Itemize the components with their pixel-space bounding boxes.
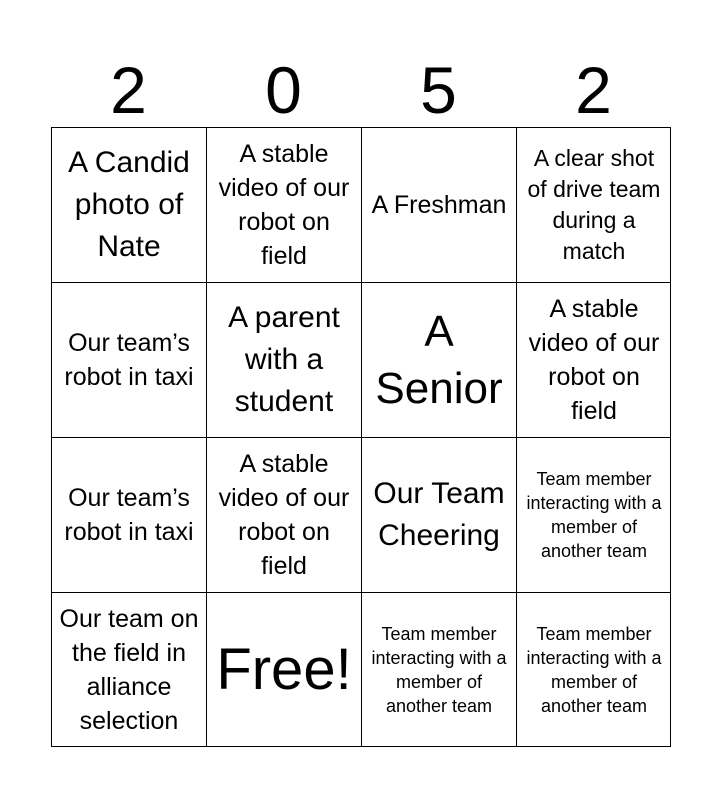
bingo-cell[interactable] [51,437,206,592]
bingo-cell[interactable] [516,127,671,282]
bingo-cell[interactable] [516,282,671,437]
cell-text: Free! [216,637,352,702]
bingo-cell[interactable] [516,592,671,747]
cell-text: A stable video of our robot on field [218,140,350,270]
cell-text: A Candid photo of Nate [68,146,190,263]
bingo-cell[interactable] [516,437,671,592]
bingo-board [51,127,671,747]
bingo-cell[interactable] [361,437,516,592]
header-letter-3: 5 [420,53,457,127]
cell-text: Our Team Cheering [373,477,505,552]
bingo-cell[interactable] [51,592,206,747]
cell-text: Our team on the field in alliance selection [59,605,199,735]
cell-text: A parent with a student [228,301,340,418]
bingo-cell[interactable] [206,282,361,437]
bingo-cell[interactable] [206,437,361,592]
bingo-cell[interactable] [361,282,516,437]
cell-text: Our team’s robot in taxi [64,484,194,546]
cell-text: A stable video of our robot on field [528,295,660,425]
cell-text: Our team’s robot in taxi [64,329,194,391]
header-letter-2: 0 [265,53,302,127]
header-letter-1: 2 [110,53,147,127]
bingo-cell[interactable] [206,127,361,282]
cell-text: A Senior [375,307,503,413]
cell-text: Team member interacting with a member of another team [526,469,662,561]
bingo-header [51,52,671,128]
bingo-cell[interactable] [361,592,516,747]
cell-text: Team member interacting with a member of another team [526,624,662,716]
bingo-cell-free[interactable] [206,592,361,747]
bingo-cell[interactable] [361,127,516,282]
cell-text: A Freshman [371,191,507,219]
cell-text: A clear shot of drive team during a match [527,145,661,264]
cell-text: Team member interacting with a member of another team [371,624,507,716]
bingo-cell[interactable] [51,127,206,282]
bingo-cell[interactable] [51,282,206,437]
header-letter-4: 2 [575,53,612,127]
cell-text: A stable video of our robot on field [218,450,350,580]
